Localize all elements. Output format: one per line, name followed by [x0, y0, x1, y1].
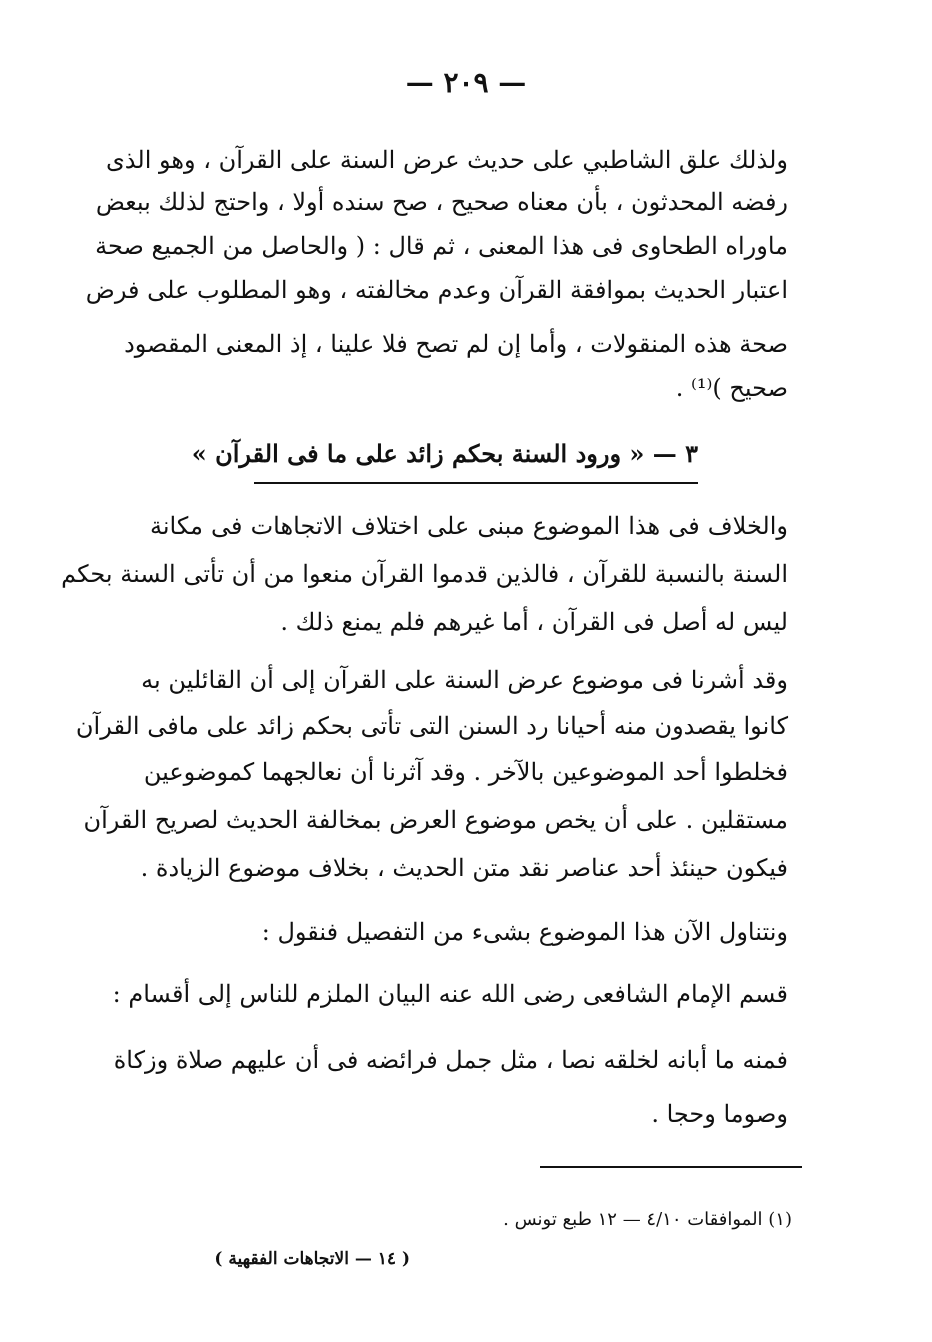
footnote: (١) الموافقات ٤/١٠ — ١٢ طبع تونس . — [503, 1209, 792, 1230]
text-line: وقد أشرنا فى موضوع عرض السنة على القرآن إلى أن القائلين به — [141, 666, 788, 694]
text-line: رفضه المحدثون ، بأن معناه صحيح ، صح سنده أولا ، واحتج لذلك ببعض — [95, 188, 788, 216]
text-line: كانوا يقصدون منه أحيانا رد السنن التى تأتى بحكم زائد على مافى القرآن — [75, 712, 788, 740]
text-line: ولذلك علق الشاطبي على حديث عرض السنة على القرآن ، وهو الذى — [106, 146, 788, 174]
text-line: فمنه ما أبانه لخلقه نصا ، مثل جمل فرائضه فى أن عليهم صلاة وزكاة — [113, 1046, 788, 1074]
text-line: ونتناول الآن هذا الموضوع بشىء من التفصيل فنقول : — [261, 918, 788, 946]
text-line: قسم الإمام الشافعى رضى الله عنه البيان الملزم للناس إلى أقسام : — [112, 980, 788, 1008]
text-line: وصوما وحجا . — [651, 1100, 788, 1128]
text-line: صحة هذه المنقولات ، وأما إن لم تصح فلا علينا ، إذ المعنى المقصود — [124, 330, 788, 358]
printer-signature: ( ١٤ — الاتجاهات الفقهية ) — [214, 1249, 410, 1269]
text-line: السنة بالنسبة للقرآن ، فالذين قدموا القرآن منعوا من أن تأتى السنة بحكم — [61, 560, 788, 588]
text-line: صحيح )⁽¹⁾ . — [675, 374, 788, 402]
heading-underline — [254, 482, 698, 484]
text-line: مستقلين . على أن يخص موضوع العرض بمخالفة الحديث لصريح القرآن — [83, 806, 788, 834]
footnote-separator — [540, 1166, 802, 1168]
text-line: ليس له أصل فى القرآن ، أما غيرهم فلم يمنع ذلك . — [280, 608, 788, 636]
text-line: ماوراه الطحاوى فى هذا المعنى ، ثم قال : ( والحاصل من الجميع صحة — [95, 232, 788, 260]
text-line: فيكون حينئذ أحد عناصر نقد متن الحديث ، بخلاف موضوع الزيادة . — [140, 854, 788, 882]
text-line: والخلاف فى هذا الموضوع مبنى على اختلاف الاتجاهات فى مكانة — [150, 512, 788, 540]
text-line: اعتبار الحديث بموافقة القرآن وعدم مخالفته ، وهو المطلوب على فرض — [85, 276, 788, 304]
text-line: فخلطوا أحد الموضوعين بالآخر . وقد آثرنا أن نعالجهما كموضوعين — [143, 758, 788, 786]
section-heading: ٣ — « ورود السنة بحكم زائد على ما فى القرآن » — [191, 439, 698, 468]
page-number: — ٢٠٩ — — [405, 66, 527, 99]
